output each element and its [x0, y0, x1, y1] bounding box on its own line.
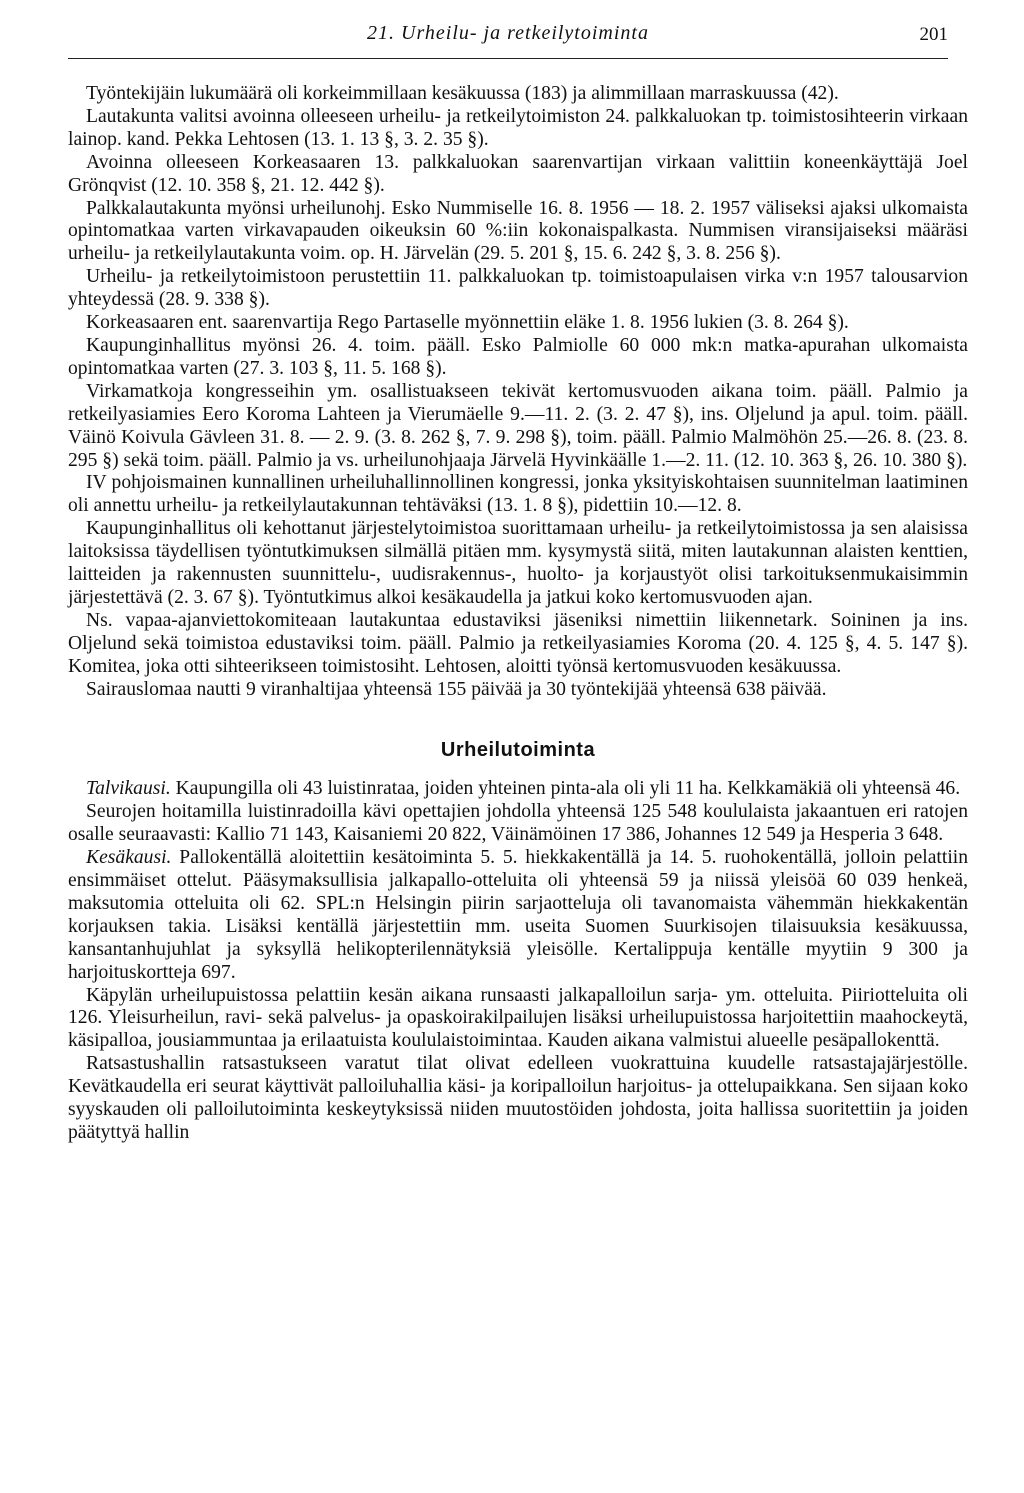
running-head: [68, 18, 948, 59]
paragraph: Lautakunta valitsi avoinna olleeseen urheilu- ja retkeilytoimiston 24. palkkaluokan tp. toimistosihteerin virkaan lainop. kand. Pekka Lehtosen (13. 1. 13 §, 3. 2. 35 §).: [68, 105, 968, 150]
paragraph: Seurojen hoitamilla luistinradoilla kävi opettajien johdolla yhteensä 125 548 koululaista jakaantuen eri ratojen osalle seuraavasti: Kallio 71 143, Kaisaniemi 20 822, Väinämöinen 17 386, Johannes 12 549 ja Hesperia 3 648.: [68, 801, 968, 846]
paragraph: Ratsastushallin ratsastukseen varatut tilat olivat edelleen vuokrattuina kuudelle ratsastajajärjestölle. Kevätkaudella eri seurat käyttivät palloiluhallia käsi- ja koripalloilun harjoitus- ja ottelupaikkana. Sen sijaan koko syyskauden oli palloilutoiminta keskeytyksissä niiden muutostöiden johdosta, joita hallissa suoritettiin ja joiden päätyttyä hallin: [68, 1053, 968, 1143]
paragraph: Palkkalautakunta myönsi urheilunohj. Esko Nummiselle 16. 8. 1956 — 18. 2. 1957 väliseksi ajaksi ulkomaista opintomatkaa varten virkavapauden oikeuksin 60 %:iin kokonaispalkasta. Nummisen viransijaiseksi määräsi urheilu- ja retkeilylautakunta voim. op. H. Järvelän (29. 5. 201 §, 15. 6. 242 §, 3. 8. 256 §).: [68, 197, 968, 265]
paragraph-talvikausi: [68, 778, 968, 801]
paragraph: Kaupunginhallitus myönsi 26. 4. toim. pääll. Esko Palmiolle 60 000 mk:n matka-apurahan ulkomaista opintomatkaa varten (27. 3. 103 §, 11. 5. 168 §).: [68, 334, 968, 379]
paragraph-kesakausi: [68, 847, 968, 984]
paragraph: Työntekijäin lukumäärä oli korkeimmillaan kesäkuussa (183) ja alimmillaan marraskuussa (42).: [86, 83, 839, 104]
paragraph: Käpylän urheilupuistossa pelattiin kesän aikana runsaasti jalkapalloilun sarja- ym. otteluita. Piiriotteluita oli 126. Yleisurheilun, ravi- sekä palvelus- ja opaskoirakilpailujen lisäksi urheilupuistossa harjoitettiin maahockeytä, käsipalloa, jousiammuntaa ja erilaatuista koululaistoimintaa. Kauden aikana valmistui alueelle pesäpallokenttä.: [68, 984, 968, 1052]
season-text: Kaupungilla oli 43 luistinrataa, joiden yhteinen pinta-ala oli yli 11 ha. Kelkkamäkiä oli yhteensä 46.: [170, 778, 961, 800]
season-text: Pallokentällä aloitettiin kesätoiminta 5. 5. hiekkakentällä ja 14. 5. ruohokentällä, jolloin pelattiin ensimmäiset ottelut. Pääsymaksullisia jalkapallo-otteluita oli yhteensä 59 ja niissä yleisöä 60 039 henkeä, maksutomia otteluita oli 62. SPL:n Helsingin piirin sarjaotteluja oli tavanomaista vähemmän hiekkakentän korjauksen takia. Lisäksi kentällä järjestettiin mm. useita Suomen Suurkisojen tilaisuuksia kesäkuussa, kansantanhujuhlat ja syksyllä helikopterilennätyksiä yleisölle. Kertalippuja kentälle myytiin 9 300 ja harjoituskortteja 697.: [68, 847, 968, 983]
paragraph: Ns. vapaa-ajanviettokomiteaan lautakuntaa edustaviksi jäseniksi nimettiin liikennetark. Soininen ja ins. Oljelund sekä toimistoa edustaviksi toim. pääll. Palmio ja retkeilyasiamies Koroma (20. 4. 125 §, 4. 5. 147 §). Komitea, joka otti sihteerikseen toimistosiht. Lehtosen, aloitti työnsä kertomusvuoden kesäkuussa.: [68, 609, 968, 677]
season-label: Kesäkausi.: [86, 847, 172, 869]
section-heading: Urheilutoiminta: [440, 739, 596, 762]
chapter-title: 21. Urheilu- ja retkeilytoiminta: [367, 22, 649, 44]
paragraph: Avoinna olleeseen Korkeasaaren 13. palkkaluokan saarenvartijan virkaan valittiin koneenkäyttäjä Joel Grönqvist (12. 10. 358 §, 21. 12. 442 §).: [68, 151, 968, 196]
body-text: [68, 83, 968, 1145]
paragraph: Urheilu- ja retkeilytoimistoon perustettiin 11. palkkaluokan tp. toimistoapulaisen virka v:n 1957 talousarvion yhteydessä (28. 9. 338 §).: [68, 266, 968, 311]
season-label: Talvikausi.: [86, 778, 171, 800]
paragraph: Virkamatkoja kongresseihin ym. osallistuakseen tekivät kertomusvuoden aikana toim. pääll. Palmio ja retkeilyasiamies Eero Koroma Lahteen ja Vierumäelle 9.—11. 2. (3. 2. 47 §), ins. Oljelund ja apul. toim. pääll. Väinö Koivula Gävleen 31. 8. — 2. 9. (3. 8. 262 §, 7. 9. 298 §), toim. pääll. Palmio Malmöhön 25.—26. 8. (23. 8. 295 §) sekä toim. pääll. Palmio ja vs. urheilunohjaaja Järvelä Hyvinkäälle 1.—2. 11. (12. 10. 363 §, 26. 10. 380 §).: [68, 380, 968, 471]
paragraph: IV pohjoismainen kunnallinen urheiluhallinnollinen kongressi, jonka yksityiskohtaisen suunnitelman laatiminen oli annettu urheilu- ja retkeilylautakunnan tehtäväksi (13. 1. 8 §), pidettiin 10.—12. 8.: [68, 472, 968, 517]
page-number: 201: [919, 24, 948, 45]
paragraph: Sairauslomaa nautti 9 viranhaltijaa yhteensä 155 päivää ja 30 työntekijää yhteensä 638 päivää.: [86, 678, 827, 700]
paragraph: Korkeasaaren ent. saarenvartija Rego Partaselle myönnettiin eläke 1. 8. 1956 lukien (3. 8. 264 §).: [86, 312, 849, 334]
paragraph: Kaupunginhallitus oli kehottanut järjestelytoimistoa suorittamaan urheilu- ja retkeilytoimistossa ja sen alaisissa laitoksissa täydellisen työntutkimuksen silmällä pitäen mm. kysymystä siitä, miten lautakunnan alaisten kenttien, laitteiden ja rakennusten suunnittelu-, uudisrakennus-, huolto- ja korjaustyöt olisi tarkoituksenmukaisimmin järjestettävä (2. 3. 67 §). Työntutkimus alkoi kesäkaudella ja jatkui koko kertomusvuoden ajan.: [68, 518, 968, 608]
